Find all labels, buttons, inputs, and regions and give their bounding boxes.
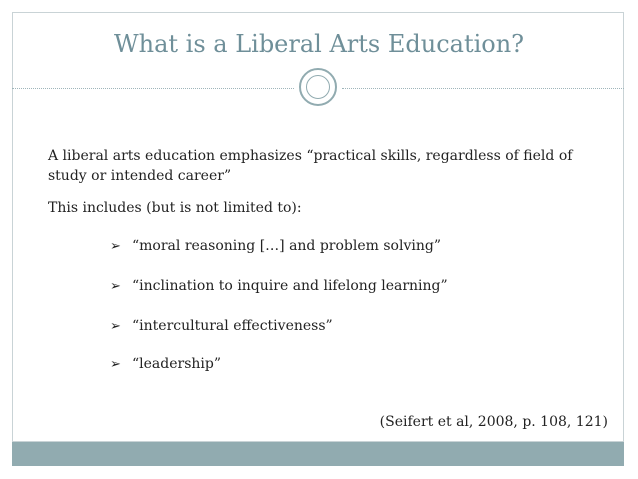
arrow-bullet-icon: ➢ — [110, 319, 121, 334]
bullet-item — [110, 278, 448, 294]
arrow-bullet-icon: ➢ — [110, 279, 121, 294]
bullet-item — [110, 238, 441, 254]
title-divider-left — [12, 88, 294, 89]
title-divider-right — [342, 88, 624, 89]
bullet-item — [110, 318, 333, 334]
arrow-bullet-icon: ➢ — [110, 357, 121, 372]
includes-label: This includes (but is not limited to): — [48, 200, 302, 216]
circle-ornament-icon — [299, 68, 337, 106]
footer-bar — [12, 442, 624, 466]
bullet-text: “inclination to inquire and lifelong learning” — [132, 278, 448, 294]
bullet-item — [110, 356, 221, 372]
bullet-text: “leadership” — [132, 356, 222, 372]
intro-paragraph: A liberal arts education emphasizes “practical skills, regardless of field of study or intended career” — [48, 148, 573, 184]
citation: (Seifert et al, 2008, p. 108, 121) — [379, 414, 608, 430]
circle-ornament-inner — [306, 75, 330, 99]
slide-title: What is a Liberal Arts Education? — [113, 30, 525, 58]
bullet-text: “moral reasoning […] and problem solving” — [132, 238, 441, 254]
bullet-text: “intercultural effectiveness” — [132, 318, 333, 334]
arrow-bullet-icon: ➢ — [110, 239, 121, 254]
